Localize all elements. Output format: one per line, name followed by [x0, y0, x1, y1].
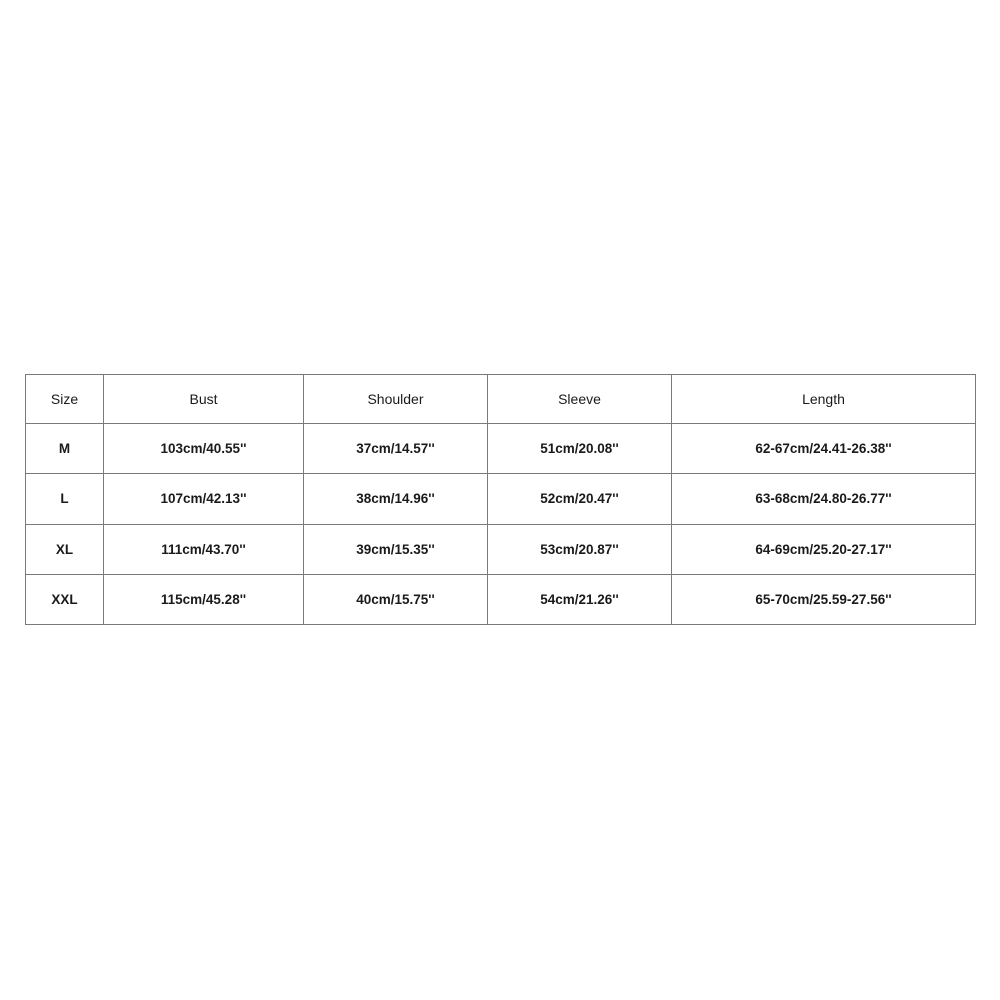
cell-shoulder: 40cm/15.75'': [304, 574, 488, 624]
cell-size: XL: [26, 524, 104, 574]
cell-sleeve: 51cm/20.08'': [488, 424, 672, 474]
size-chart-table: [25, 374, 976, 625]
cell-shoulder: 38cm/14.96'': [304, 474, 488, 524]
header-shoulder: Shoulder: [304, 375, 488, 424]
cell-length: 64-69cm/25.20-27.17'': [672, 524, 976, 574]
table-row: [26, 474, 976, 524]
cell-sleeve: 53cm/20.87'': [488, 524, 672, 574]
header-size: Size: [26, 375, 104, 424]
cell-bust: 107cm/42.13'': [104, 474, 304, 524]
header-length: Length: [672, 375, 976, 424]
cell-sleeve: 54cm/21.26'': [488, 574, 672, 624]
header-bust: Bust: [104, 375, 304, 424]
cell-shoulder: 39cm/15.35'': [304, 524, 488, 574]
cell-size: M: [26, 424, 104, 474]
cell-bust: 111cm/43.70'': [104, 524, 304, 574]
cell-length: 65-70cm/25.59-27.56'': [672, 574, 976, 624]
cell-bust: 115cm/45.28'': [104, 574, 304, 624]
cell-size: L: [26, 474, 104, 524]
cell-length: 63-68cm/24.80-26.77'': [672, 474, 976, 524]
cell-shoulder: 37cm/14.57'': [304, 424, 488, 474]
cell-sleeve: 52cm/20.47'': [488, 474, 672, 524]
table-body: [26, 424, 976, 625]
table-row: [26, 524, 976, 574]
cell-bust: 103cm/40.55'': [104, 424, 304, 474]
table-header: [26, 375, 976, 424]
header-sleeve: Sleeve: [488, 375, 672, 424]
cell-size: XXL: [26, 574, 104, 624]
table-row: [26, 574, 976, 624]
table-row: [26, 424, 976, 474]
cell-length: 62-67cm/24.41-26.38'': [672, 424, 976, 474]
header-row: [26, 375, 976, 424]
